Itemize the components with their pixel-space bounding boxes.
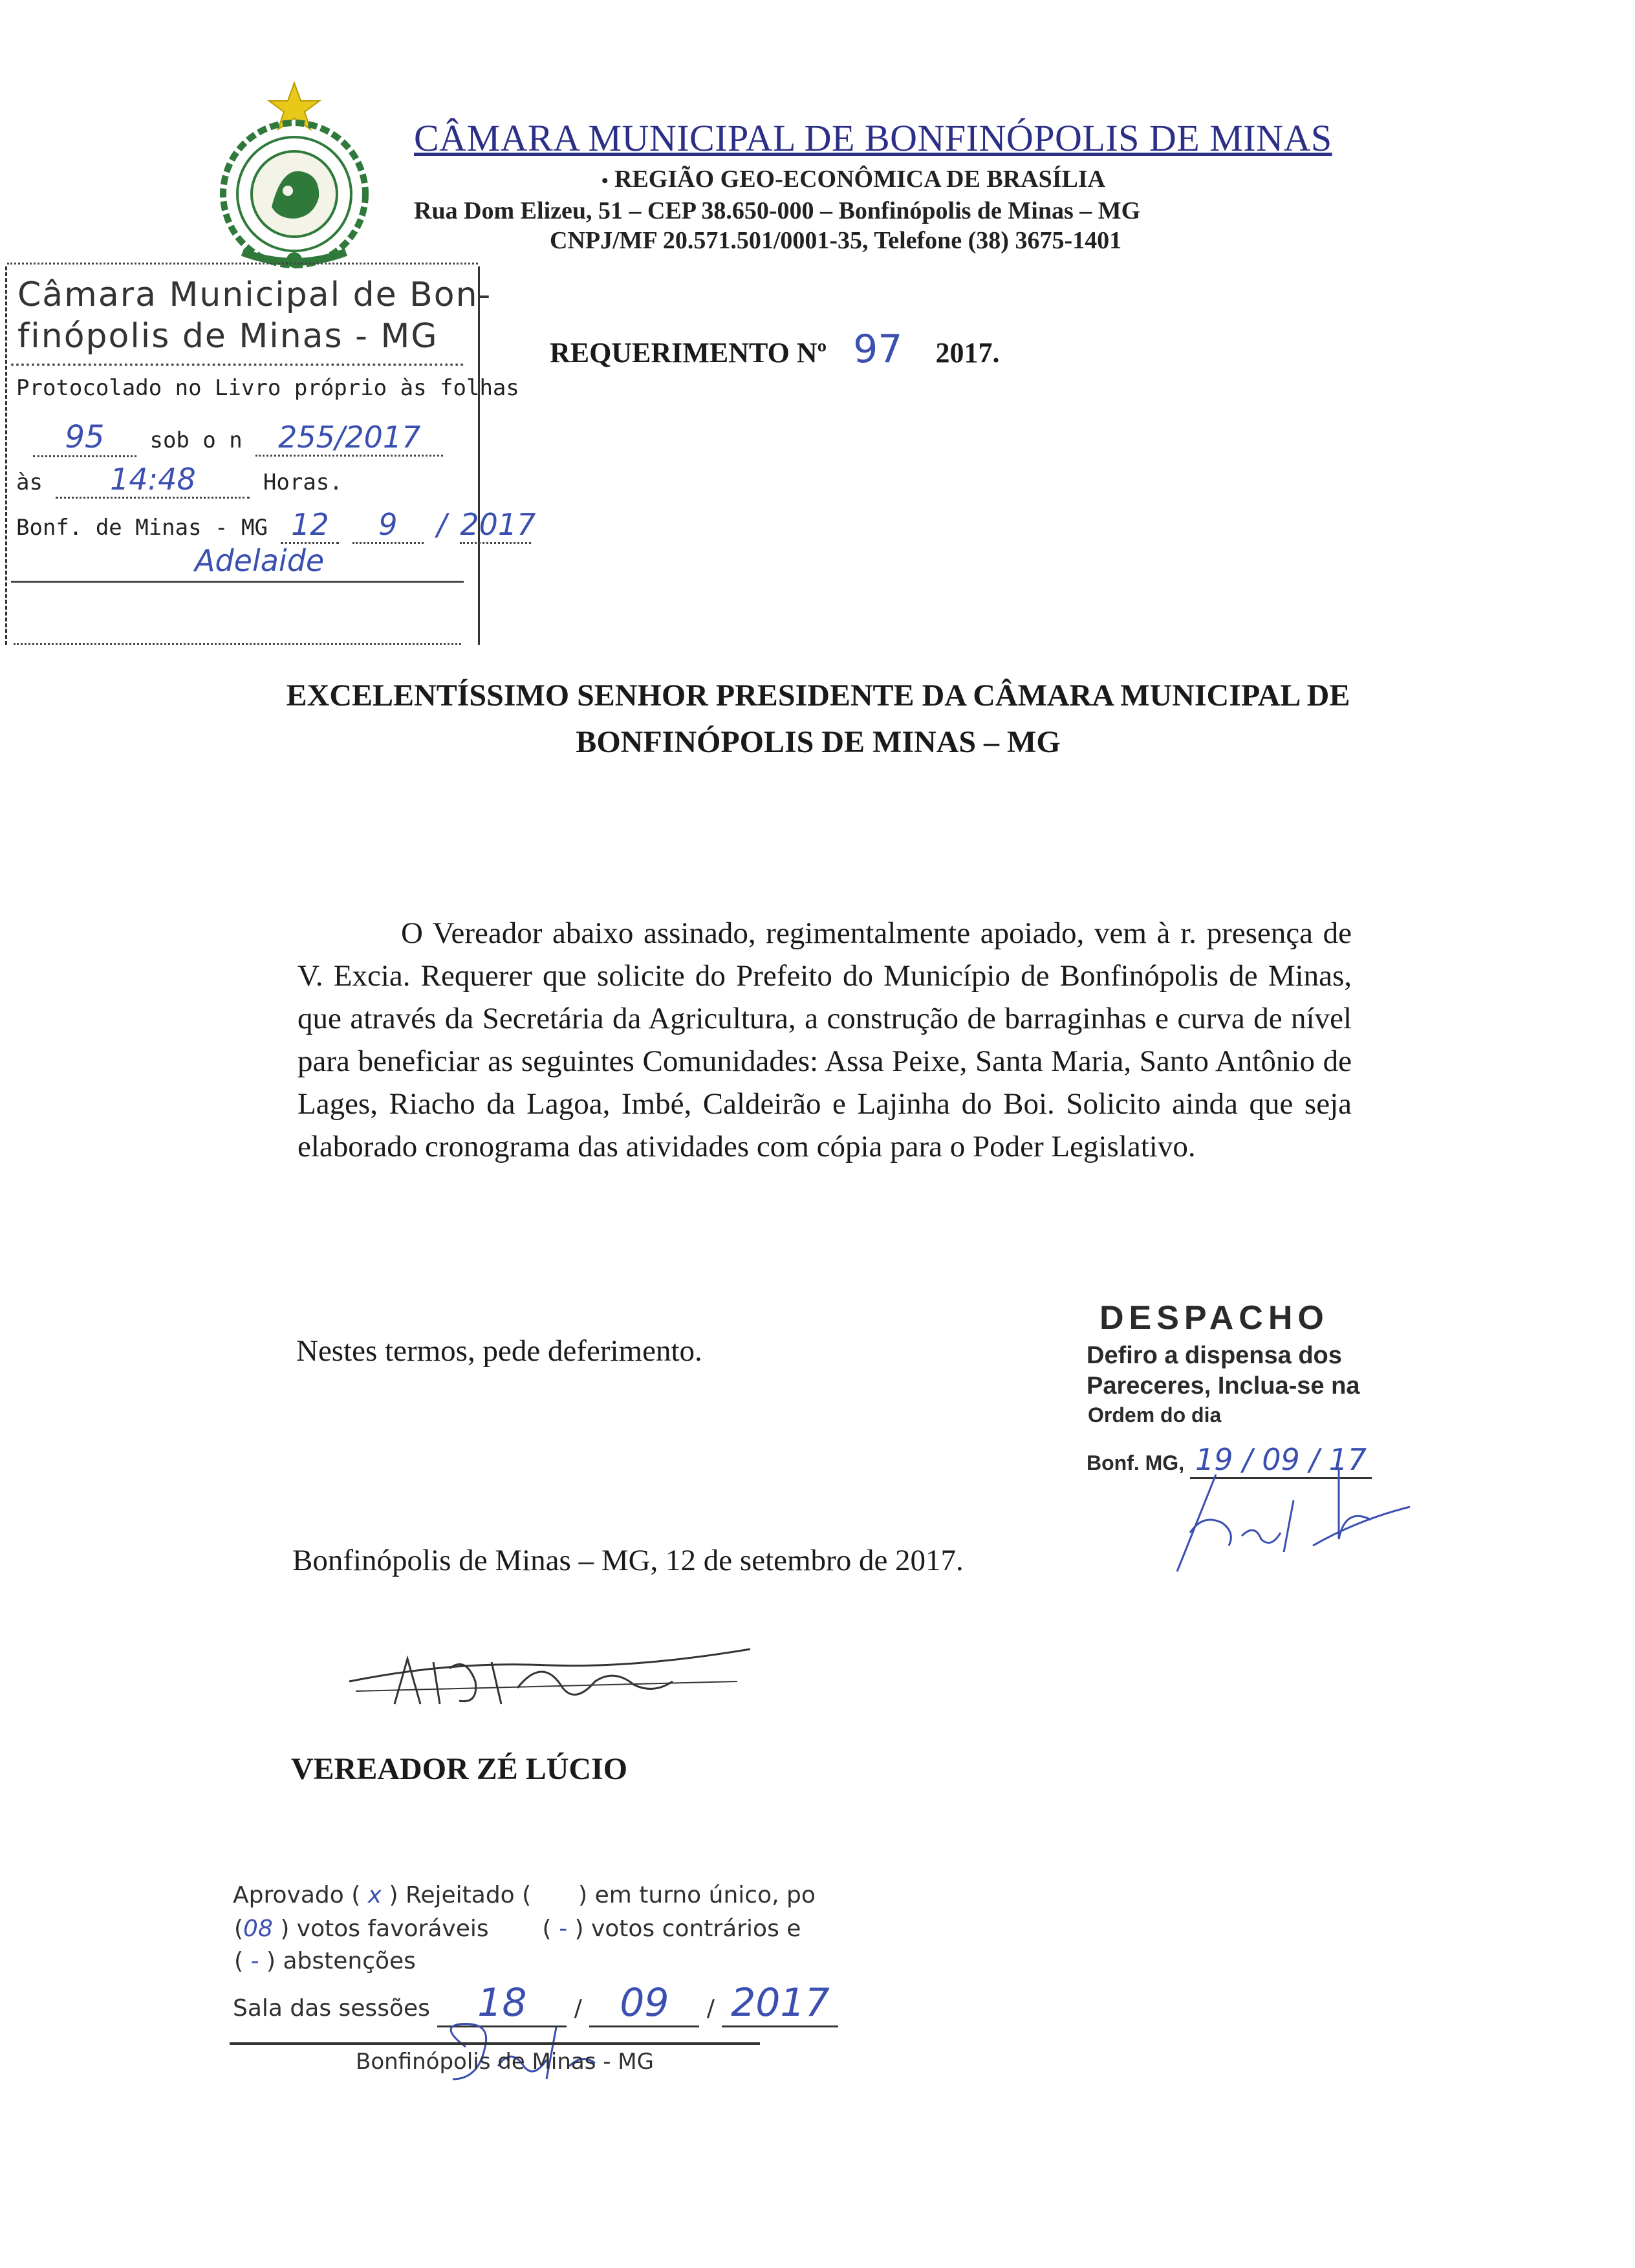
closing-line: Nestes termos, pede deferimento. [296,1334,702,1368]
vote-line1 [233,1882,816,1908]
stamp-signature: Adelaide [195,543,325,578]
despacho-line1: Defiro a dispensa dos [1087,1342,1342,1369]
rejeitado-label: ) Rejeitado ( [389,1882,532,1908]
signer-name: VEREADOR ZÉ LÚCIO [291,1752,628,1786]
sob-number-value: 255/2017 [255,420,443,457]
cnpj-line: CNPJ/MF 20.571.501/0001-35, Telefone (38) 3675-1401 [550,227,1122,254]
addressee-line2: BONFINÓPOLIS DE MINAS – MG [576,725,1061,759]
despacho-date-label: Bonf. MG, [1087,1451,1185,1474]
votos-contrarios-mark: - [559,1916,568,1942]
municipal-crest-logo [204,78,385,272]
votos-favoraveis-count: 08 [243,1916,273,1942]
region-text: REGIÃO GEO-ECONÔMICA DE BRASÍLIA [614,166,1106,193]
protocol-stamp [5,266,536,645]
despacho-title: DESPACHO [1099,1299,1329,1337]
votos-contrarios-label: ) votos contrários e [574,1916,801,1942]
requerimento-label: REQUERIMENTO Nº [550,337,827,369]
stamp-protocol-line: Protocolado no Livro próprio às folhas [16,375,519,401]
sala-year: 2017 [722,1980,838,2027]
sala-day: 18 [437,1980,567,2027]
abstencoes-mark: - [250,1948,259,1974]
request-paragraph [298,912,1352,1168]
address-line: Rua Dom Elizeu, 51 – CEP 38.650-000 – Bonfinópolis de Minas – MG [414,197,1141,224]
despacho-signature [1164,1462,1423,1578]
votos-favoraveis-label: ) votos favoráveis [280,1916,489,1942]
vote-signature-line [230,2042,760,2045]
chamber-title: CÂMARA MUNICIPAL DE BONFINÓPOLIS DE MINAS [414,117,1332,159]
abstencoes-label: ) abstenções [266,1948,416,1974]
folhas-value: 95 [33,419,136,457]
sob-label: sob o n [149,427,243,453]
vote-line3: ( - ) abstenções [234,1948,416,1974]
stamp-header-line1: Câmara Municipal de Bon- [17,275,492,314]
despacho-line2: Pareceres, Inclua-se na [1087,1372,1360,1399]
stamp-header-line2: finópolis de Minas - MG [17,317,439,356]
vote-line2: (08 ) votos favoráveis ( - ) votos contrários e [234,1916,801,1942]
despacho-line3: Ordem do dia [1088,1403,1222,1427]
request-paragraph-text: O Vereador abaixo assinado, regimentalmente apoiado, vem à r. presença de V. Excia. Requerer que solicite do Prefeito do Município de Bonfinópolis de Minas, que através da Secretária da Agricultura, a construção de barraginhas e curva de nível para beneficiar as seguintes Comunidades: Assa Peixe, Santa Maria, Santo Antônio de Lages, Riacho da Lagoa, Imbé, Caldeirão e Lajinha do Boi. Solicito ainda que seja elaborado cronograma das atividades com cópia para o Poder Legislativo. [298,916,1352,1163]
addressee-block [226,673,1410,766]
requerimento-number: 97 [853,327,903,372]
date-year: 2017 [460,507,531,544]
horas-label: Horas. [263,470,343,495]
stamp-folhas-row [33,419,443,457]
sala-label: Sala das sessões [233,1995,430,2022]
requerimento-year: 2017. [935,337,1000,369]
stamp-date-row: Bonf. de Minas - MG 12 9 / 2017 [16,507,531,544]
bullet-icon: • [601,170,609,191]
aprovado-mark: x [367,1882,382,1908]
sala-sessoes-row: Sala das sessões 18 / 09 / 2017 [233,1980,838,2027]
date-month: 9 [352,507,424,544]
turno-label: ) em turno único, po [578,1882,816,1908]
date-label: Bonf. de Minas - MG [16,515,268,541]
addressee-line1: EXCELENTÍSSIMO SENHOR PRESIDENTE DA CÂMARA MUNICIPAL DE [286,678,1350,713]
sala-month: 09 [589,1980,699,2027]
stamp-divider [11,363,464,366]
time-value: 14:48 [56,462,250,499]
as-label: às [16,470,43,495]
requerimento-title [550,327,999,372]
signer-signature [336,1643,763,1720]
stamp-time-row [16,462,343,499]
region-line [601,165,1105,193]
place-date-line: Bonfinópolis de Minas – MG, 12 de setembro de 2017. [292,1544,964,1577]
aprovado-label: Aprovado ( [233,1882,361,1908]
date-day: 12 [281,507,339,544]
vote-footer: Bonfinópolis de Minas - MG [356,2049,654,2075]
despacho-date-value: 19 / 09 / 17 [1190,1442,1372,1479]
